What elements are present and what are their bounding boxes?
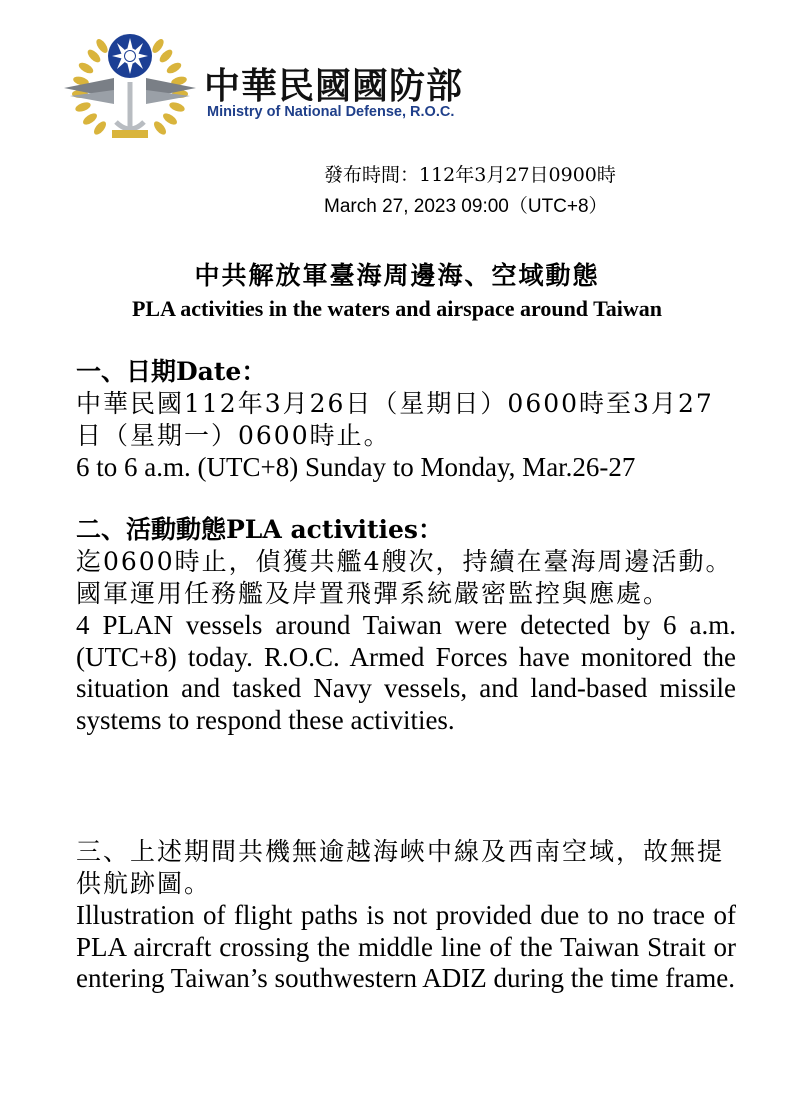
page-title-en: PLA activities in the waters and airspace around Taiwan: [131, 296, 663, 321]
section-flight-paths-zh: 三、上述期間共機無逾越海峽中線及西南空域，故無提供航跡圖。: [76, 837, 725, 898]
release-time-zh: 發布時間：112年3月27日0900時: [324, 164, 616, 186]
section-date-en: 6 to 6 a.m. (UTC+8) Sunday to Monday, Mar.26-27: [76, 452, 636, 482]
section-activities-heading: 二、活動動態PLA activities：: [76, 515, 443, 544]
section-flight-paths: [76, 836, 736, 995]
org-name-en: Ministry of National Defense, R.O.C.: [207, 104, 455, 120]
section-date: [76, 356, 736, 484]
section-date-heading: 一、日期Date：: [76, 357, 267, 386]
page-title-zh: 中共解放軍臺海周邊海、空域動態: [194, 261, 600, 290]
release-time-en: March 27, 2023 09:00（UTC+8）: [324, 196, 608, 217]
section-date-zh: 中華民國112年3月26日（星期日）0600時至3月27日（星期一）0600時止。: [76, 389, 714, 450]
org-name-zh: 中華民國國防部: [204, 66, 464, 107]
section-flight-paths-en: Illustration of flight paths is not provided due to no trace of PLA aircraft crossing the middle line of the Taiwan Strait or entering Taiwan’s southwestern ADIZ during the time frame.: [76, 900, 736, 993]
mnd-emblem-icon: [56, 26, 204, 142]
section-activities-en: 4 PLAN vessels around Taiwan were detected by 6 a.m.(UTC+8) today. R.O.C. Armed Forces have monitored the situation and tasked Navy vessels, and land-based missile systems to respond these activities.: [76, 610, 736, 735]
section-activities-zh: 迄0600時止，偵獲共艦4艘次，持續在臺海周邊活動。國軍運用任務艦及岸置飛彈系統嚴密監控與應處。: [76, 547, 733, 608]
section-activities: [76, 514, 736, 736]
